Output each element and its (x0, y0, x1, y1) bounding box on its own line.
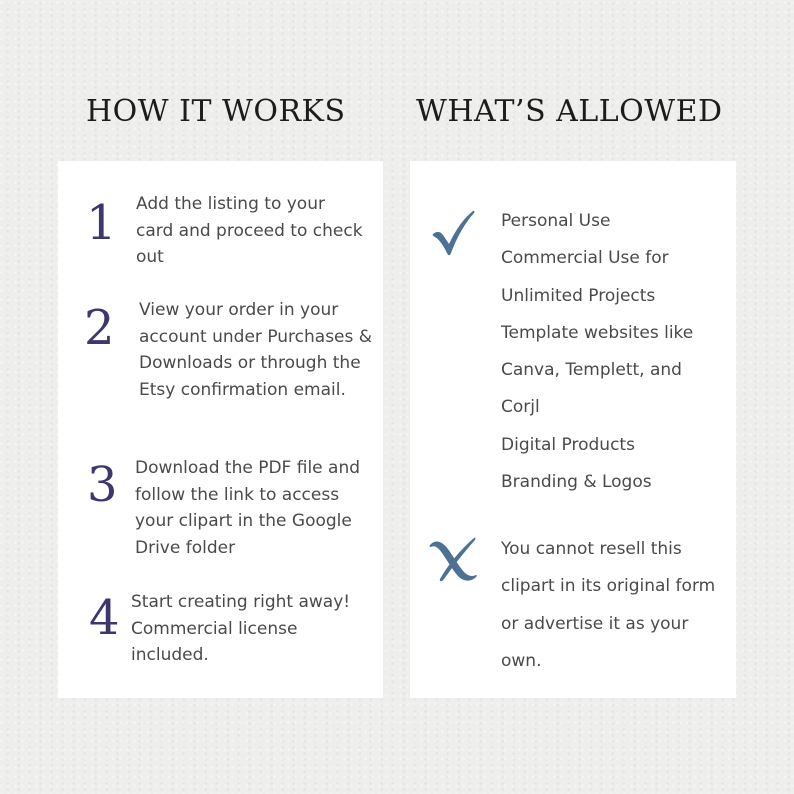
allowed-item: Canva, Templett, and (501, 360, 682, 381)
whats-allowed-card (410, 161, 736, 698)
allowed-item: Commercial Use for (501, 248, 669, 269)
allowed-item: Corjl (501, 397, 540, 418)
allowed-item: Digital Products (501, 434, 635, 455)
how-it-works-card (58, 161, 383, 698)
step-text: View your order in your account under Purchases & Downloads or through the Etsy confirmation email. (139, 300, 373, 400)
step-number: 2 (84, 300, 115, 356)
how-it-works-heading: HOW IT WORKS (86, 94, 346, 129)
step-number: 3 (87, 457, 118, 513)
allowed-item: Unlimited Projects (501, 285, 656, 306)
not-allowed-note: You cannot resell this clipart in its original form or advertise it as your own. (501, 539, 716, 671)
allowed-list (501, 203, 693, 501)
step-text: Add the listing to your card and proceed to check out (136, 194, 363, 267)
cross-icon (426, 535, 480, 585)
checkmark-icon (429, 207, 477, 257)
step-number: 4 (89, 590, 120, 646)
step-number: 1 (86, 195, 117, 251)
allowed-item: Template websites like (501, 322, 694, 343)
allowed-item: Branding & Logos (501, 472, 652, 493)
allowed-item: Personal Use (501, 211, 611, 231)
whats-allowed-heading: WHAT’S ALLOWED (416, 94, 723, 129)
step-text: Download the PDF file and follow the link to access your clipart in the Google Drive folder (135, 458, 361, 558)
step-text: Start creating right away! Commercial license included. (131, 592, 351, 665)
